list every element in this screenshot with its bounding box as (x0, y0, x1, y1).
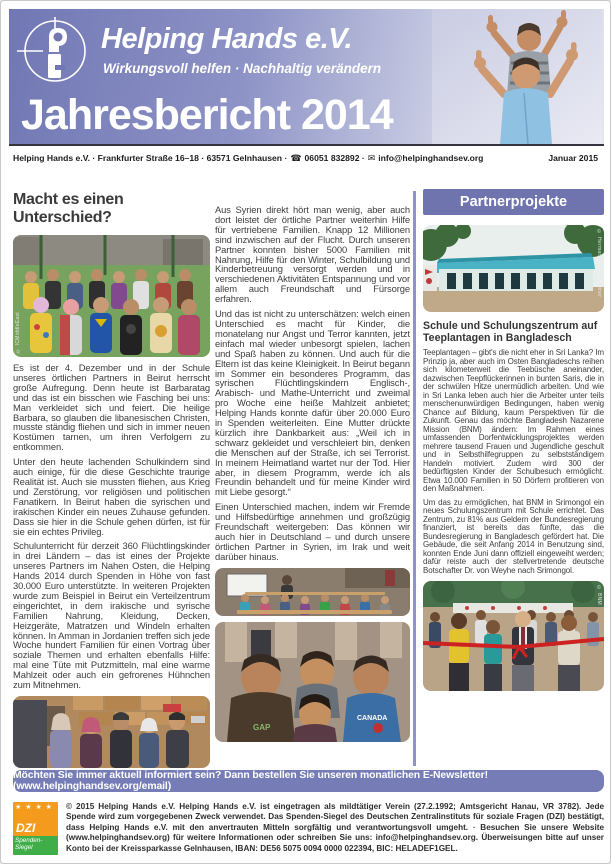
photo-distribution-center (13, 696, 210, 768)
masthead (9, 9, 604, 146)
sidebar-article-heading: Schule und Schulungszentrum auf Teeplantagen in Bangladesch (423, 320, 598, 344)
email-icon: ✉ (367, 152, 376, 163)
issue-date: Januar 2015 (548, 153, 598, 163)
column-separator (413, 191, 416, 766)
email-address: info@helpinghandsev.org (378, 153, 484, 163)
article-text-col1 (13, 363, 210, 690)
dzi-seal-sublabel: Spenden- Siegel (13, 836, 58, 855)
svg-text:CANADA: CANADA (357, 714, 388, 722)
paragraph: Es ist der 4. Dezember und in der Schule unseres örtlichen Partners in Beirut herrscht große Aufregung. Denn heute ist Barbaratag und das ist ein bisschen wie Fasching bei uns: Man verkleidet sich und feiert. Die heilige Barbara, so glauben die libanesischen Christen, musste ständig fliehen und sich in immer neuen Kostümen tarnen, um ihren Verfolgern zu entkommen. (13, 362, 210, 453)
photo-credit: © ICMiddleEast (15, 311, 21, 353)
sidebar-title: Partnerprojekte (423, 189, 604, 215)
newsletter-banner: Möchten Sie immer aktuell informiert sein? Dann bestellen Sie unseren monatlichen E-Newsletter! (www.helpinghandsev.org/email) (13, 770, 604, 792)
photo-credit: © Hermann Gschwandtner (596, 229, 602, 298)
dzi-spenden-siegel-icon (13, 802, 58, 855)
helping-hands-logo-icon (15, 13, 93, 91)
phone-number: 06051 832892 · (304, 153, 365, 163)
dzi-stars: ★ ★ ★ ★ (15, 804, 53, 811)
paragraph: Teeplantagen – gibt's die nicht eher in Sri Lanka? Im Prinzip ja, aber auch im Osten Bangladeschs reihen sich kilometerweit die Teebüsche aneinander, dazwischen Teepflückerinnen in bunten Saris, die in der schwülen Hitze unermüdlich arbeiten. Und wie in Sri Lanka leben auch hier die Arbeiter unter teils menschenunwürdigen Bedingungen, haben wenig Chance auf Bildung, kaum Perspektiven für die Zukunft. Genau das möchte Bangladesh Nazarene Mission (BNM) ändern: Im Rahmen eines umfassenden Dorfentwicklungsprojektes werden mehrere tausend Frauen und Jugendliche geschult und in Selbsthilfegruppen zu selbstständigem Handeln motiviert. Zudem wird 300 der bedürftigsten Kinder der Schulbesuch ermöglicht. Etwa 10.000 Familien in 50 Dörfern profitieren von den Maßnahmen. (423, 348, 604, 493)
article-heading: Macht es einen Unterschied? (13, 191, 124, 226)
column-middle (215, 189, 410, 742)
report-title: Jahresbericht 2014 (21, 91, 393, 139)
dzi-label: DZI (16, 821, 36, 835)
paragraph: Einen Unterschied machen, indem wir Fremde und Hilfsbedürftige annehmen und großzügig Freundschaft weitergeben: Das können wir auch hier in Deutschland – und durch unsere örtlichen Partner in Syrien, im Irak und weit darüber hinaus. (215, 501, 410, 562)
paragraph: Unter den heute lachenden Schulkindern sind auch einige, für die diese Geschichte traurige Realität ist. Auch sie mussten fliehen, aus Krieg und Zerstörung, vor religiösen und politischen Fanatikern. In Beirut haben die syrischen und irakischen Kinder ein neues Zuhause gefunden. Dass sie hier in die Schule gehen dürfen, ist für sie ein echtes Privileg. (13, 456, 210, 537)
phone-icon: ☎ (290, 152, 302, 163)
svg-text:GAP: GAP (253, 722, 271, 732)
address-bar (13, 151, 598, 165)
footer (13, 802, 604, 855)
photo-classroom (215, 568, 410, 616)
paragraph: Und das ist nicht zu unterschätzen: welch einen Unterschied es macht für Kinder, die monatelang nur Angst und Terror kannten, jetzt einfach mal wieder unbesorgt spielen, lachen und Spaß haben zu können. Und auch für die Eltern ist das keine Kleinigkeit. In Beirut begann im Sommer ein besonderes Programm, das syrischen Flüchtlingskindern Englisch-, Arabisch- und Mathe-Unterricht und zweimal pro Woche eine heiße Mahlzeit anbietet; Helping Hands konnte dafür über 20.000 Euro in Spenden weiterleiten. Eine Mutter drückte kürzlich ihre Dankbarkeit aus: „Weil ich in schwarz gekleidet und verschleiert bin, denken die Menschen auf der Straße, ich sei Terrorist. In meinem Heimatland wartet nur der Tod. Hier aber, in diesem Programm, werde ich als Freundin behandelt und für meine Kinder wird mit Liebe gesorgt.“ (215, 308, 410, 498)
org-tagline: Wirkungsvoll helfen · Nachhaltig verändern (103, 61, 382, 76)
photo-credit: © BNM (596, 585, 602, 605)
paragraph: Aus Syrien direkt hört man wenig, aber auch dort leistet der örtliche Partner weiterhin Hilfe für vertriebene Familien. Knapp 12 Millionen sind inzwischen auf der Flucht. Durch unseren Partner konnten bisher 5000 Familien mit Nahrung, Hilfe für den Winter, Schulbildung und Kinderbetreuung versorgt werden und in verschiedenen Aktivitäten Entspannung und vor allem auch Freundschaft und Fürsorge erfahren. (215, 204, 410, 305)
sidebar-partner-projects (423, 189, 604, 691)
hero-photo-boys-thumbs-up (432, 9, 602, 144)
article-text-col2 (215, 189, 410, 562)
address-text: Helping Hands e.V. · Frankfurter Straße 16–18 · 63571 Gelnhausen · (13, 153, 288, 163)
paragraph: Schulunterricht für derzeit 360 Flüchtlingskinder in drei Ländern – das ist eines der Projekte unseres Partners im Nahen Osten, die Helping Hands 2014 durch Spenden in Höhe von fast 30.000 Euro unterstützte. In weiteren Projekten wurde zum Beispiel in Beirut ein Verteilzentrum eingerichtet, in dem irakische und syrische Familien Nahrung, Kleidung, Decken, Heizgeräte, Matratzen und Windeln erhalten können. In Amman in Jordanien treffen sich jede Woche hundert Familien für einen Vortrag über soziale Themen und erhalten ebenfalls Hilfe: mal eine Tüte mit Putzmitteln, mal eine warme Mahlzeit oder auch ein gefrorenes Hühnchen zum Mitnehmen. (13, 540, 210, 691)
photo-carnival-children (13, 235, 210, 357)
org-name: Helping Hands e.V. (101, 23, 352, 55)
photo-school-building (423, 225, 604, 312)
paragraph: Um das zu ermöglichen, hat BNM in Srimongol ein neues Schulungszentrum mit Schule errichtet. Das Zentrum, zu 81% aus Geldern der Bundesregierung finanziert, ist bereits das fünfte, das die Bundesregierung in Bangladesch gefördert hat. Die Gebäude, die seit Anfang 2014 in Benutzung sind, konnten Ende Juni dann offiziell eingeweiht werden; dafür reiste auch der stellvertretende deutsche Botschafter Dr. von Weyhe nach Srimongol. (423, 497, 604, 575)
column-left (13, 189, 210, 768)
dzi-seal-top (13, 802, 58, 836)
sidebar-text (423, 349, 604, 575)
photo-ribbon-cutting (423, 581, 604, 691)
photo-four-boys (215, 622, 410, 742)
footer-legal-text: © 2015 Helping Hands e.V. Helping Hands e.V. ist eingetragen als mildtätiger Verein (27.2.1992; Amtsgericht Hanau, VR 3782). Jede Spende wird zum vorgegebenen Zweck verwendet. Das Spenden-Siegel des Deutschen Zentralinstituts für soziale Fragen (DZI) bestätigt, dass Helping Hands e.V. mit den anvertrauten Mitteln sorgfältig und verantwortungsvoll umgeht. · Besuchen Sie unsere Website (www.helpinghandsev.org) für weitere Informationen oder schreiben Sie uns: info@helpinghandsev.org. Überweisungen bitte auf unser Konto bei der Kreissparkasse Gelnhausen, IBAN: DE56 5075 0094 0000 022394, BIC: HELADEF1GEL. (66, 802, 604, 853)
